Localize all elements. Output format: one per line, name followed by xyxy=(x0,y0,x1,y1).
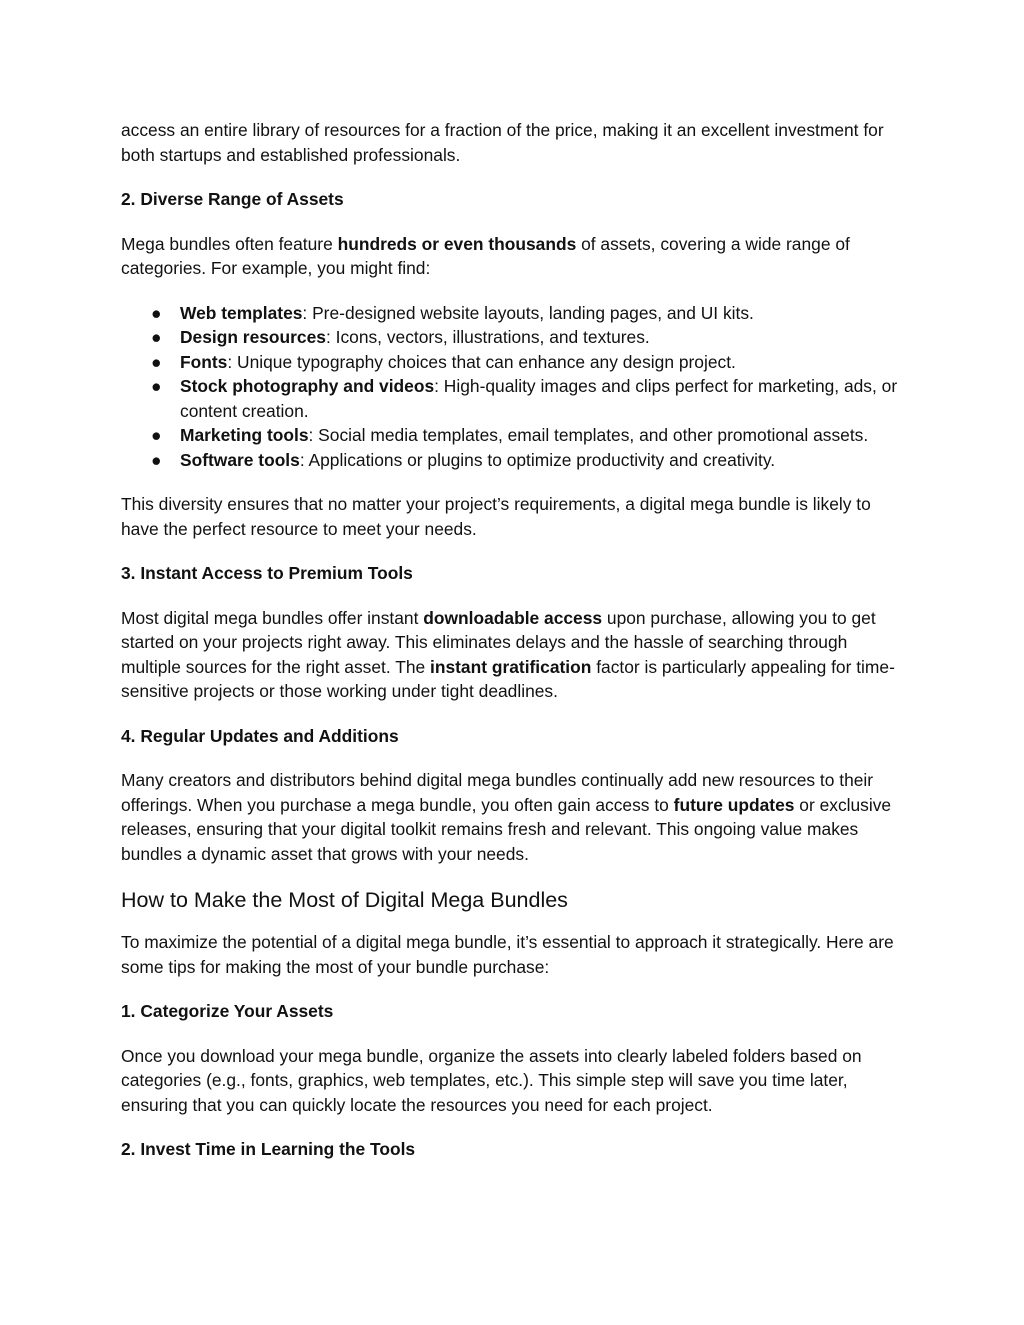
section-heading-regular-updates: 4. Regular Updates and Additions xyxy=(121,725,399,746)
list-item-term: Stock photography and videos xyxy=(180,376,435,396)
bullet-icon: ● xyxy=(151,351,162,372)
bold-text-run: future updates xyxy=(673,794,795,815)
list-item-description: : Applications or plugins to optimize productivity and creativity. xyxy=(299,449,776,470)
diverse-range-paragraph xyxy=(121,232,911,281)
list-item xyxy=(121,301,911,326)
list-item-description: : Social media templates, email templates, and other promotional assets. xyxy=(308,425,869,445)
regular-updates-paragraph xyxy=(121,768,911,866)
bold-text-run: downloadable access xyxy=(423,607,603,628)
list-item-description: : Pre-designed website layouts, landing pages, and UI kits. xyxy=(302,302,754,323)
text-run: Most digital mega bundles offer instant xyxy=(121,607,424,628)
list-item-term: Software tools xyxy=(180,449,300,470)
text-run: Many creators and distributors behind digital mega bundles continually add new resources to their offerings. When you purchase a mega bundle, you often gain access to xyxy=(121,770,874,815)
bullet-icon: ● xyxy=(151,376,162,396)
list-item-term: Design resources xyxy=(180,327,326,347)
list-item xyxy=(121,423,911,448)
list-item-term: Marketing tools xyxy=(180,425,309,445)
bullet-icon: ● xyxy=(151,327,162,347)
list-item-term: Fonts xyxy=(180,351,228,372)
diversity-closing-paragraph: This diversity ensures that no matter your project’s requirements, a digital mega bundle is likely to have the perfect resource to meet your needs. xyxy=(121,494,871,539)
document-page xyxy=(121,118,911,1182)
list-item xyxy=(121,448,911,473)
tip-heading-categorize: 1. Categorize Your Assets xyxy=(121,1001,334,1021)
section-title-make-the-most: How to Make the Most of Digital Mega Bundles xyxy=(121,888,568,912)
categorize-paragraph: Once you download your mega bundle, organize the assets into clearly labeled folders based on categories (e.g., fonts, graphics, web templates, etc.). This simple step will save you time later, ensuring that you can quickly locate the resources you need for each project. xyxy=(121,1045,862,1115)
bold-text-run: hundreds or even thousands xyxy=(337,233,577,254)
make-the-most-intro-paragraph: To maximize the potential of a digital mega bundle, it’s essential to approach it strategically. Here are some tips for making the most of your bundle purchase: xyxy=(121,932,894,977)
section-heading-instant-access: 3. Instant Access to Premium Tools xyxy=(121,563,413,583)
text-run: or exclusive releases, ensuring that your digital toolkit remains fresh and relevant. This ongoing value makes bundles a dynamic asset that grows with your needs. xyxy=(121,794,892,864)
intro-continuation-paragraph: access an entire library of resources for a fraction of the price, making it an excellent investment for both startups and established professionals. xyxy=(121,120,884,165)
list-item xyxy=(121,374,911,423)
asset-category-list xyxy=(121,301,911,473)
list-item-description: : Unique typography choices that can enhance any design project. xyxy=(227,351,736,372)
text-run: of assets, covering a wide range of categories. For example, you might find: xyxy=(121,233,850,278)
bullet-icon: ● xyxy=(151,425,162,445)
list-item-term: Web templates xyxy=(180,302,303,323)
list-item xyxy=(121,325,911,350)
text-run: Mega bundles often feature xyxy=(121,233,338,254)
bold-text-run: instant gratification xyxy=(430,656,592,677)
section-heading-diverse-range: 2. Diverse Range of Assets xyxy=(121,189,344,209)
tip-heading-invest-time: 2. Invest Time in Learning the Tools xyxy=(121,1139,416,1159)
bullet-icon: ● xyxy=(151,302,162,323)
bullet-icon: ● xyxy=(151,449,162,470)
list-item-description: : Icons, vectors, illustrations, and textures. xyxy=(325,327,650,347)
text-run: upon purchase, allowing you to get started on your projects right away. This eliminates delays and the hassle of searching through multiple sources for the right asset. The xyxy=(121,607,876,677)
instant-access-paragraph xyxy=(121,606,911,704)
list-item xyxy=(121,350,911,375)
list-item-description: : High-quality images and clips perfect for marketing, ads, or content creation. xyxy=(180,376,898,421)
text-run: factor is particularly appealing for time-sensitive projects or those working under tight deadlines. xyxy=(121,656,895,701)
